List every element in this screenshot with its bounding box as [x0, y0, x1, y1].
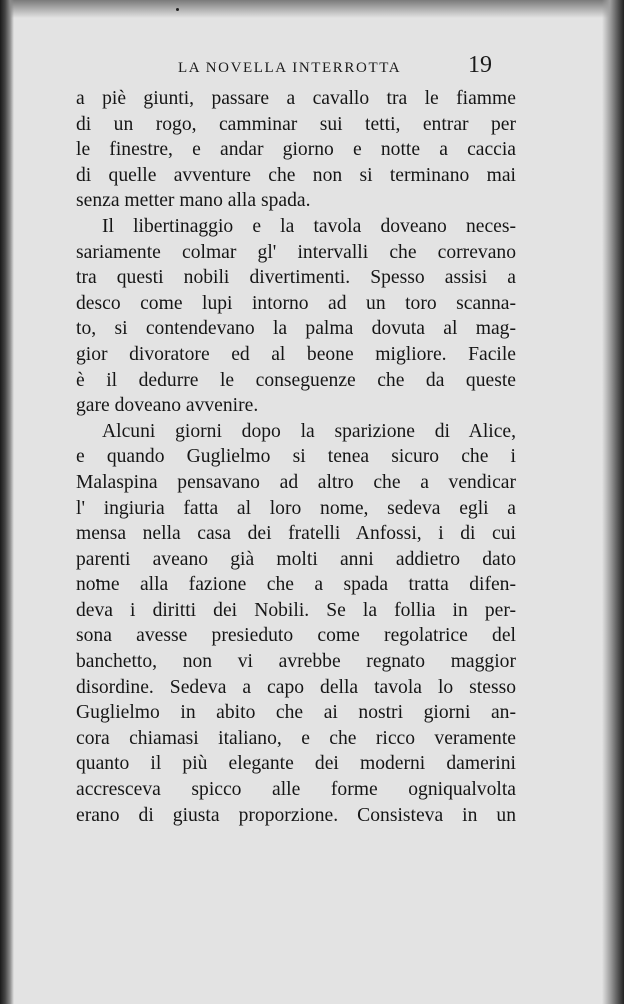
page-number: 19 [468, 52, 492, 78]
text-line: to, si contendevano la palma dovuta al mag- [76, 318, 516, 340]
text-line: accresceva spicco alle forme ogniqualvolta [76, 779, 516, 801]
page-header [150, 52, 530, 86]
text-line: mensa nella casa dei fratelli Anfossi, i di cui [76, 523, 516, 545]
text-line: Malaspina pensavano ad altro che a vendicar [76, 471, 516, 493]
running-title: LA NOVELLA INTERROTTA [178, 60, 402, 76]
ink-speck [176, 8, 179, 11]
text-line: banchetto, non vi avrebbe regnato maggior [76, 651, 516, 673]
text-line: di quelle avventure che non si terminano mai [76, 164, 516, 186]
text-line: disordine. Sedeva a capo della tavola lo stesso [76, 676, 516, 698]
text-line: sariamente colmar gl' intervalli che correvano [76, 241, 516, 263]
text-line: senza metter mano alla spada. [76, 190, 311, 212]
text-line: l' ingiuria fatta al loro nome, sedeva egli a [76, 497, 516, 519]
page-left-binding-edge [0, 0, 14, 1004]
text-line: a piè giunti, passare a cavallo tra le fiamme [76, 88, 516, 109]
text-line: gare doveano avvenire. [76, 395, 259, 417]
text-line: deva i diritti dei Nobili. Se la follia in per- [76, 599, 516, 621]
text-line: parenti aveano già molti anni addietro dato [76, 548, 516, 570]
text-line: gior divoratore ed al beone migliore. Facile [76, 343, 516, 365]
page-right-edge [602, 0, 624, 1004]
text-line: è il dedurre le conseguenze che da queste [76, 369, 516, 391]
text-line: sona avesse presieduto come regolatrice del [76, 625, 516, 647]
text-line: Il libertinaggio e la tavola doveano neces- [102, 215, 516, 237]
text-line: Guglielmo in abito che ai nostri giorni an- [76, 702, 516, 724]
text-line: desco come lupi intorno ad un toro scanna- [76, 292, 516, 314]
text-line: nome alla fazione che a spada tratta difen- [76, 574, 516, 596]
text-line: erano di giusta proporzione. Consisteva in un [76, 804, 516, 826]
text-line: le finestre, e andar giorno e notte a caccia [76, 139, 516, 161]
text-line: cora chiamasi italiano, e che ricco veramente [76, 727, 516, 749]
body-text [76, 86, 516, 828]
text-line: e quando Guglielmo si tenea sicuro che i [76, 446, 516, 468]
text-line: Alcuni giorni dopo la sparizione di Alice, [102, 420, 516, 442]
text-line: di un rogo, camminar sui tetti, entrar per [76, 113, 516, 135]
page-top-shadow [0, 0, 624, 18]
text-line: quanto il più elegante dei moderni damerini [76, 753, 516, 775]
text-line: tra questi nobili divertimenti. Spesso assisi a [76, 267, 516, 289]
